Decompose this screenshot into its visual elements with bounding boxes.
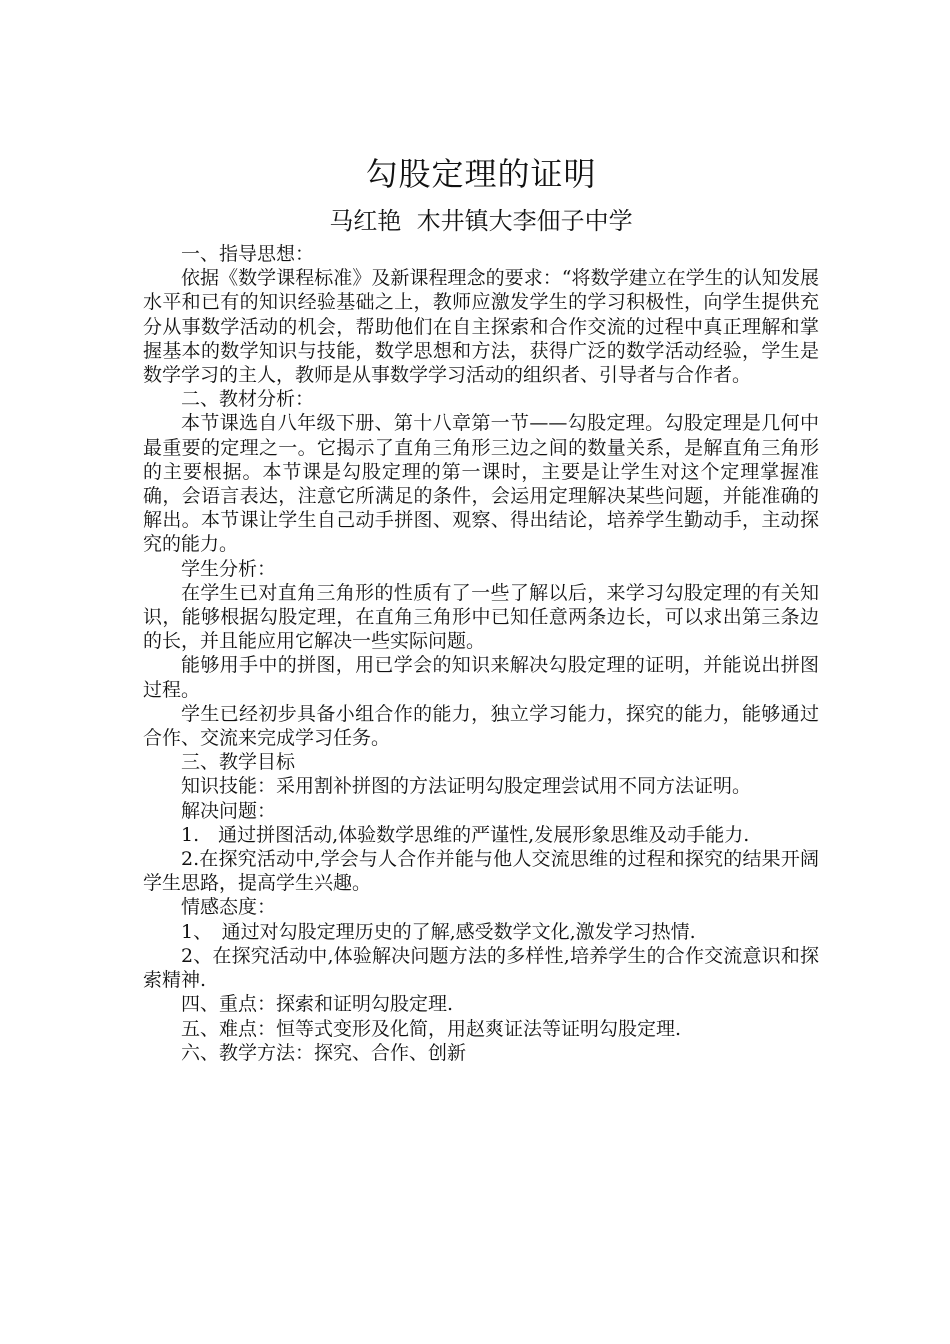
list-item-problem-solving-1: 1. 通过拼图活动,体验数学思维的严谨性,发展形象思维及动手能力. <box>181 823 750 846</box>
subheading-emotional-attitude: 情感态度： <box>181 896 277 919</box>
list-item-emotional-attitude-1: 1、 通过对勾股定理历史的了解,感受数学文化,激发学习热情. <box>181 920 696 943</box>
paragraph-guiding-ideology: 依据《数学课程标准》及新课程理念的要求：“将数学建立在学生的认知发展水平和已有的知识经验基础之上，教师应激发学生的学习积极性，向学生提供充分从事数学活动的机会，帮助他们在自主探索和合作交流的过程中真正理解和掌握基本的数学知识与技能，数学思想和方法，获得广泛的数学活动经验，学生是数学学习的主人，教师是从事数学学习活动的组织者、引导者与合作者。 <box>143 267 819 387</box>
paragraph-student-analysis-3: 学生已经初步具备小组合作的能力，独立学习能力，探究的能力，能够通过合作、交流来完成学习任务。 <box>143 702 819 750</box>
paragraph-textbook-analysis: 本节课选自八年级下册、第十八章第一节——勾股定理。勾股定理是几何中最重要的定理之一。它揭示了直角三角形三边之间的数量关系，是解直角三角形的主要根据。本节课是勾股定理的第一课时，主要是让学生对这个定理掌握准确，会语言表达，注意它所满足的条件，会运用定理解决某些问题，并能准确的解出。本节课让学生自己动手拼图、观察、得出结论，培养学生勤动手，主动探究的能力。 <box>143 412 819 556</box>
section-heading-teaching-objectives: 三、教学目标 <box>181 751 296 774</box>
paragraph-student-analysis-1: 在学生已对直角三角形的性质有了一些了解以后，来学习勾股定理的有关知识，能够根据勾股定理，在直角三角形中已知任意两条边长，可以求出第三条边的长，并且能应用它解决一些实际问题。 <box>143 581 819 653</box>
author-line: 马红艳 木井镇大李佃子中学 <box>329 207 633 235</box>
section-difficulties: 五、难点：恒等式变形及化简，用赵爽证法等证明勾股定理. <box>181 1017 682 1040</box>
paragraph-knowledge-skills: 知识技能：采用割补拼图的方法证明勾股定理尝试用不同方法证明。 <box>181 775 752 798</box>
document-page <box>143 150 819 1065</box>
list-item-emotional-attitude-2: 2、在探究活动中,体验解决问题方法的多样性,培养学生的合作交流意识和探索精神. <box>143 944 819 992</box>
list-item-problem-solving-2: 2.在探究活动中,学会与人合作并能与他人交流思维的过程和探究的结果开阔学生思路，提高学生兴趣。 <box>143 848 819 895</box>
subheading-problem-solving: 解决问题： <box>181 799 277 822</box>
document-title: 勾股定理的证明 <box>365 155 597 193</box>
paragraph-student-analysis-2: 能够用手中的拼图，用已学会的知识来解决勾股定理的证明，并能说出拼图过程。 <box>143 654 819 701</box>
section-heading-student-analysis: 学生分析： <box>181 557 277 580</box>
section-teaching-methods: 六、教学方法：探究、合作、创新 <box>181 1041 467 1064</box>
section-heading-textbook-analysis: 二、教材分析： <box>181 388 315 411</box>
section-key-points: 四、重点：探索和证明勾股定理. <box>181 993 454 1016</box>
section-heading-guiding-ideology: 一、指导思想： <box>181 243 315 265</box>
document-body <box>143 242 819 1065</box>
